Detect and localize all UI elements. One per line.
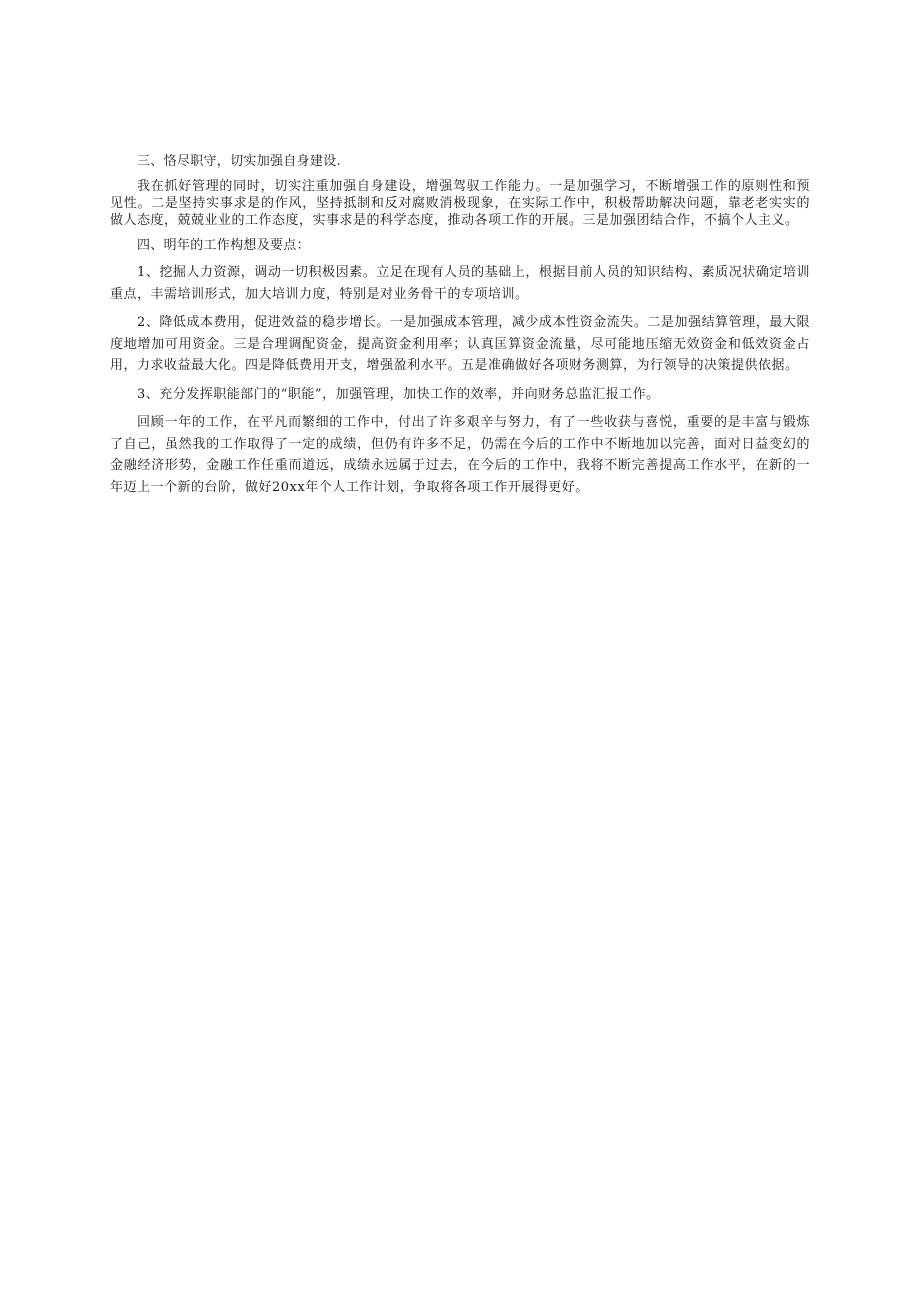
closing-paragraph: 回顾一年的工作，在平凡而繁细的工作中，付出了许多艰辛与努力，有了一些收获与喜悦，重要的是丰富与锻炼了自己，虽然我的工作取得了一定的成绩，但仍有许多不足，仍需在今后的工作中不断地加以完善，面对日益变幻的金融经济形势，金融工作任重而道远，成绩永远属于过去，在今后的工作中，我将不断完善提高工作水平，在新的一年迈上一个新的台阶，做好20xx年个人工作计划，争取将各项工作开展得更好。 [110, 415, 810, 495]
section-3-body: 我在抓好管理的同时，切实注重加强自身建设，增强驾驭工作能力。一是加强学习，不断增强工作的原则性和预见性。二是坚持实事求是的作风，坚持抵制和反对腐败消极现象，在实际工作中，积极帮助解决问题，靠老老实实的做人态度，兢兢业业的工作态度，实事求是的科学态度，推动各项工作的开展。三是加强团结合作，不搞个人主义。 [110, 179, 810, 228]
plan-item-2: 2、降低成本费用，促进效益的稳步增长。一是加强成本管理，减少成本性资金流失。二是加强结算管理，最大限度地增加可用资金。三是合理调配资金，提高资金利用率；认真匡算资金流量，尽可能地压缩无效资金和低效资金占用，力求收益最大化。四是降低费用开支，增强盈利水平。五是准确做好各项财务测算，为行领导的决策提供依据。 [110, 315, 810, 373]
plan-item-3: 3、充分发挥职能部门的“职能”，加强管理，加快工作的效率，并向财务总监汇报工作。 [137, 386, 660, 402]
section-3-heading: 三、恪尽职守，切实加强自身建设. [137, 154, 341, 169]
section-4-heading: 四、明年的工作构想及要点： [137, 238, 310, 253]
plan-item-1: 1、挖掘人力资源，调动一切积极因素。立足在现有人员的基础上，根据目前人员的知识结构、素质况状确定培训重点，丰需培训形式，加大培训力度，特别是对业务骨干的专项培训。 [110, 265, 810, 302]
document-page [110, 152, 810, 505]
